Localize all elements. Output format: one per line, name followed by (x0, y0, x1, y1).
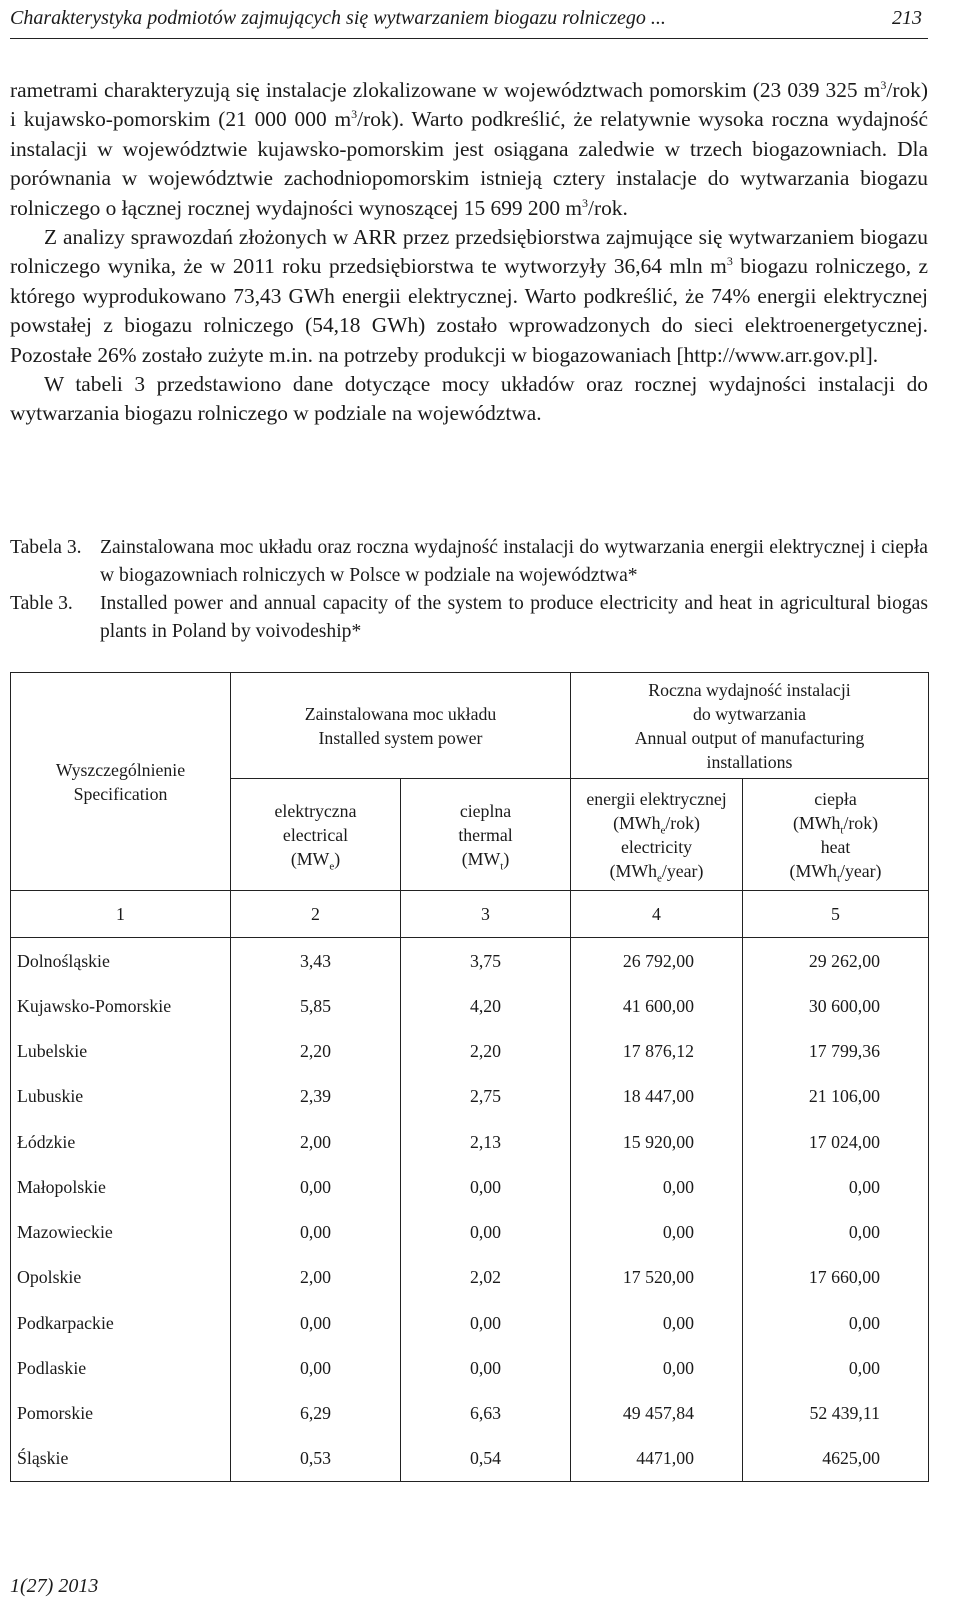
value-cell: 17 876,12 (571, 1028, 743, 1073)
header-output-line-4: installations (706, 751, 793, 772)
value-cell: 0,00 (231, 1300, 401, 1345)
unit-text: ) (334, 848, 341, 869)
value-cell: 2,39 (231, 1074, 401, 1119)
table-row (11, 1164, 929, 1209)
superscript: 3 (582, 195, 589, 210)
value-cell: 2,20 (401, 1028, 571, 1073)
value-cell: 0,00 (231, 1345, 401, 1390)
unit-text: (MW (290, 848, 330, 869)
header-spec-pl: Wyszczególnienie (55, 759, 186, 780)
unit-subscript: e (657, 872, 662, 885)
value-cell: 3,43 (231, 938, 401, 984)
value-cell: 18 447,00 (571, 1074, 743, 1119)
table-row (11, 1209, 929, 1254)
value-cell: 30 600,00 (743, 983, 929, 1028)
table-row (11, 1436, 929, 1482)
value-cell: 0,00 (571, 1209, 743, 1254)
header-energy-en: electricity (620, 836, 693, 857)
value-cell: 2,20 (231, 1028, 401, 1073)
value-cell: 4625,00 (743, 1436, 929, 1482)
superscript: 3 (726, 254, 733, 269)
table-row (11, 983, 929, 1028)
region-name-cell: Podkarpackie (11, 1300, 231, 1345)
caption-en-text: Installed power and annual capacity of the system to produce electricity and heat in agricultural biogas plants in Poland by voivodeship* (100, 593, 928, 642)
unit-subscript: t (840, 824, 844, 837)
region-name-cell: Małopolskie (11, 1164, 231, 1209)
table-row (11, 1390, 929, 1435)
paragraph-2-text-a: Z analizy sprawozdań złożonych w ARR przez przedsiębiorstwa zajmujące się wytwarzaniem biogazu rolniczego wynika, że w 2011 roku przedsiębiorstwa te wytworzyły 36,64 mln m (10, 225, 928, 279)
paragraph-1-text-d: /rok. (588, 195, 628, 220)
header-heat-unit-en (747, 859, 924, 883)
value-cell: 0,00 (401, 1300, 571, 1345)
region-name-cell: Śląskie (11, 1436, 231, 1482)
value-cell: 3,75 (401, 938, 571, 984)
caption-en-label: Table 3. (10, 593, 73, 614)
region-name-cell: Łódzkie (11, 1119, 231, 1164)
header-rule (10, 38, 928, 39)
paragraph-2 (10, 223, 928, 370)
region-name-cell: Dolnośląskie (11, 938, 231, 984)
value-cell: 0,00 (571, 1345, 743, 1390)
value-cell: 0,00 (743, 1345, 929, 1390)
column-number: 4 (571, 891, 743, 938)
value-cell: 17 660,00 (743, 1255, 929, 1300)
caption-en (10, 590, 928, 646)
header-power-pl: Zainstalowana moc układu (304, 703, 497, 724)
header-electric-energy (571, 779, 743, 891)
value-cell: 0,00 (571, 1300, 743, 1345)
paragraph-2-text-b: biogazu rolniczego, z którego wyprodukowano 73,43 GWh energii elektrycznej. Warto podkreślić, że 74% energii elektrycznej powstałej z biogazu rolniczego (54,18 GWh) zostało wprowadzonych do sieci elektroenergetycznej. Pozostałe 26% zostało zużyte m.in. na potrzeby produkcji w biogazowaniach [http://www.arr.gov.pl]. (10, 254, 929, 367)
superscript: 3 (351, 107, 358, 122)
caption-pl-text: Zainstalowana moc układu oraz roczna wydajność instalacji do wytwarzania energii elektrycznej i ciepła w biogazowniach rolniczych w Polsce w podziale na województwa* (100, 537, 928, 586)
unit-text: (MWh (613, 812, 661, 833)
caption-pl (10, 534, 928, 590)
table-caption (10, 534, 928, 646)
value-cell: 49 457,84 (571, 1390, 743, 1435)
value-cell: 29 262,00 (743, 938, 929, 984)
value-cell: 0,00 (743, 1300, 929, 1345)
value-cell: 0,00 (743, 1164, 929, 1209)
column-number: 3 (401, 891, 571, 938)
value-cell: 0,00 (231, 1209, 401, 1254)
column-number: 5 (743, 891, 929, 938)
value-cell: 21 106,00 (743, 1074, 929, 1119)
region-name-cell: Lubelskie (11, 1028, 231, 1073)
unit-text: (MWh (609, 860, 658, 881)
header-power-en: Installed system power (318, 727, 483, 748)
value-cell: 5,85 (231, 983, 401, 1028)
column-number-row (11, 891, 929, 938)
table-row (11, 1300, 929, 1345)
unit-text: (MWh (792, 812, 841, 833)
table-row (11, 1255, 929, 1300)
header-electrical (231, 779, 401, 891)
region-name-cell: Lubuskie (11, 1074, 231, 1119)
footer-issue: 1(27) 2013 (10, 1575, 99, 1597)
header-heat-pl: ciepła (814, 788, 857, 809)
header-heat (743, 779, 929, 891)
running-title: Charakterystyka podmiotów zajmujących się wytwarzaniem biogazu rolniczego ... (10, 7, 666, 29)
paragraph-1-text-c: /rok). Warto podkreślić, że relatywnie wysoka roczna wydajność instalacji w województwie kujawsko-pomorskim jest osiągana zaledwie w trzech biogazowniach. Dla porównania w województwie zachodniopomorskim istnieją cztery instalacje do wytwarzania biogazu rolniczego o łącznej rocznej wydajności wynoszącej 15 699 200 m (10, 107, 928, 220)
unit-subscript: e (329, 860, 335, 873)
page-number: 213 (892, 7, 922, 29)
header-installed-power (231, 673, 571, 779)
value-cell: 2,75 (401, 1074, 571, 1119)
table-row (11, 1074, 929, 1119)
header-spec-en: Specification (73, 783, 168, 804)
data-table (10, 672, 929, 1482)
value-cell: 15 920,00 (571, 1119, 743, 1164)
paragraph-1-text-b: /rok) i kujawsko-pomorskim (21 000 000 m (10, 78, 928, 132)
table-body (11, 938, 929, 1482)
value-cell: 17 520,00 (571, 1255, 743, 1300)
caption-pl-label: Tabela 3. (10, 537, 82, 558)
header-annual-output (571, 673, 929, 779)
table-row (11, 1119, 929, 1164)
header-energy-unit-en (575, 859, 738, 883)
header-elec-pl: elektryczna (274, 800, 357, 821)
unit-subscript: t (836, 872, 840, 885)
region-name-cell: Podlaskie (11, 1345, 231, 1390)
region-name-cell: Mazowieckie (11, 1209, 231, 1254)
region-name-cell: Kujawsko-Pomorskie (11, 983, 231, 1028)
body-text (10, 76, 928, 429)
value-cell: 2,00 (231, 1119, 401, 1164)
table-row (11, 1028, 929, 1073)
region-name-cell: Opolskie (11, 1255, 231, 1300)
header-therm-unit (405, 847, 566, 871)
value-cell: 0,00 (401, 1209, 571, 1254)
paragraph-1 (10, 76, 928, 223)
value-cell: 0,00 (401, 1345, 571, 1390)
unit-text: /year) (661, 860, 704, 881)
value-cell: 17 799,36 (743, 1028, 929, 1073)
header-heat-unit-pl (747, 811, 924, 835)
value-cell: 0,00 (571, 1164, 743, 1209)
region-name-cell: Pomorskie (11, 1390, 231, 1435)
value-cell: 41 600,00 (571, 983, 743, 1028)
column-number: 2 (231, 891, 401, 938)
header-heat-en: heat (820, 836, 851, 857)
value-cell: 4471,00 (571, 1436, 743, 1482)
header-elec-en: electrical (282, 824, 349, 845)
unit-text: (MWh (789, 860, 837, 881)
column-number: 1 (11, 891, 231, 938)
superscript: 3 (880, 77, 887, 92)
value-cell: 2,13 (401, 1119, 571, 1164)
value-cell: 4,20 (401, 983, 571, 1028)
unit-subscript: e (660, 824, 666, 837)
header-elec-unit (235, 847, 396, 871)
value-cell: 2,00 (231, 1255, 401, 1300)
header-therm-en: thermal (458, 824, 513, 845)
paragraph-3: W tabeli 3 przedstawiono dane dotyczące mocy układów oraz rocznej wydajności instalacji do wytwarzania biogazu rolniczego w podziale na województwa. (10, 372, 928, 426)
header-output-line-1: Roczna wydajność instalacji (648, 679, 851, 700)
table-row (11, 938, 929, 984)
value-cell: 6,29 (231, 1390, 401, 1435)
header-output-line-2: do wytwarzania (692, 703, 807, 724)
unit-text: ) (503, 848, 510, 869)
value-cell: 0,00 (743, 1209, 929, 1254)
header-therm-pl: cieplna (459, 800, 512, 821)
table-row (11, 1345, 929, 1390)
header-output-line-3: Annual output of manufacturing (634, 727, 865, 748)
value-cell: 17 024,00 (743, 1119, 929, 1164)
header-thermal (401, 779, 571, 891)
value-cell: 0,53 (231, 1436, 401, 1482)
header-energy-pl: energii elektrycznej (586, 788, 727, 809)
value-cell: 0,00 (231, 1164, 401, 1209)
unit-text: (MW (461, 848, 501, 869)
value-cell: 26 792,00 (571, 938, 743, 984)
value-cell: 0,54 (401, 1436, 571, 1482)
unit-text: /year) (840, 860, 882, 881)
header-specification (11, 673, 231, 891)
paragraph-1-text-a: rametrami charakteryzują się instalacje zlokalizowane w województwach pomorskim (23 039 325 m (10, 78, 881, 102)
unit-text: /rok) (665, 812, 700, 833)
value-cell: 2,02 (401, 1255, 571, 1300)
value-cell: 52 439,11 (743, 1390, 929, 1435)
unit-subscript: t (500, 860, 504, 873)
running-head (10, 4, 922, 32)
unit-text: /rok) (843, 812, 879, 833)
value-cell: 0,00 (401, 1164, 571, 1209)
value-cell: 6,63 (401, 1390, 571, 1435)
header-energy-unit-pl (575, 811, 738, 835)
